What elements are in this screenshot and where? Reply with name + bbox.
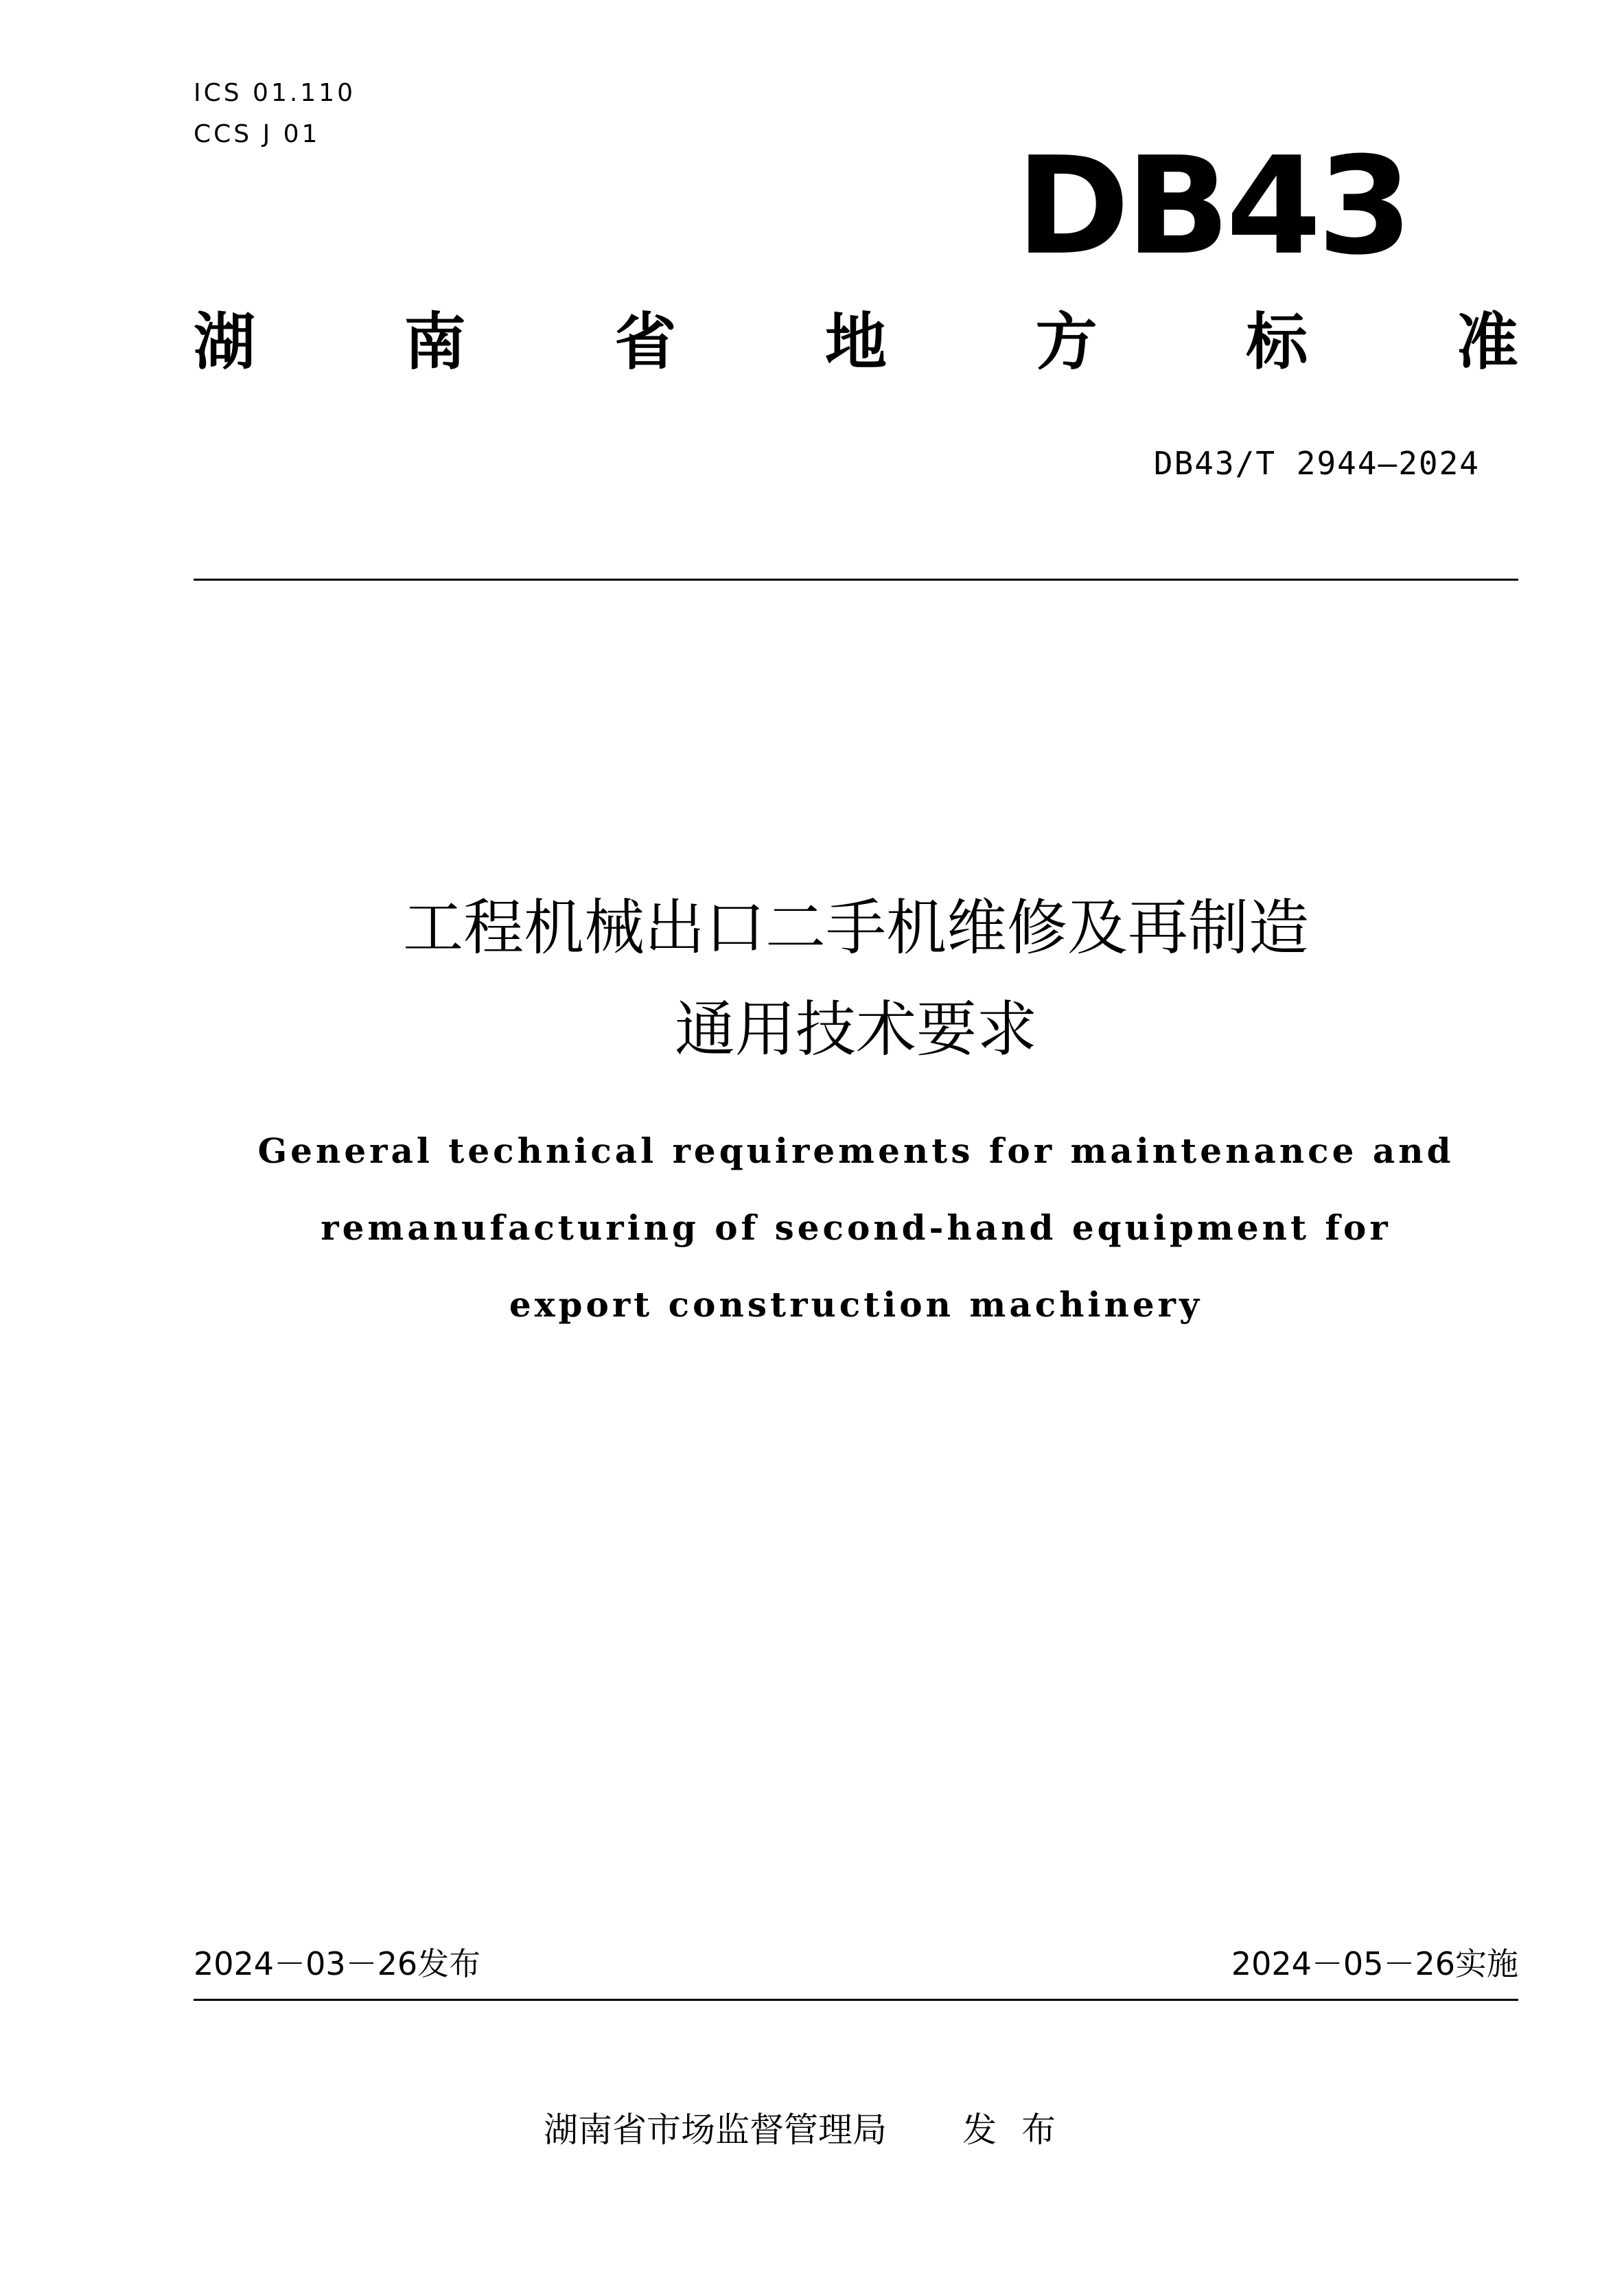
english-title-line-3: export construction machinery bbox=[509, 1284, 1203, 1325]
standard-type-char: 准 bbox=[1456, 306, 1518, 378]
top-divider bbox=[194, 579, 1518, 581]
db43-logo: DB43 bbox=[1016, 128, 1409, 285]
publisher-line bbox=[0, 2110, 1624, 2150]
issue-date: 2024－03－26发布 bbox=[194, 1945, 481, 1982]
standard-type-char: 省 bbox=[614, 306, 677, 378]
standard-type-char: 湖 bbox=[194, 306, 255, 378]
publisher-name: 湖南省市场监督管理局 bbox=[544, 2110, 887, 2150]
standard-type-char: 南 bbox=[404, 306, 466, 378]
implementation-date: 2024－05－26实施 bbox=[1231, 1945, 1518, 1982]
ccs-code: CCS J 01 bbox=[194, 120, 321, 148]
standard-type-char: 标 bbox=[1246, 306, 1308, 378]
standard-type-char: 方 bbox=[1035, 306, 1098, 378]
bottom-divider bbox=[194, 1999, 1518, 2001]
chinese-title-line-1: 工程机械出口二手机维修及再制造 bbox=[402, 892, 1309, 963]
english-title-line-1: General technical requirements for maintenance and bbox=[257, 1130, 1454, 1171]
standard-type-title bbox=[194, 306, 1518, 378]
standard-number: DB43/T 2944—2024 bbox=[1153, 445, 1480, 482]
standard-type-char: 地 bbox=[824, 306, 887, 378]
chinese-title-line-2: 通用技术要求 bbox=[674, 994, 1037, 1065]
english-title-line-2: remanufacturing of second-hand equipment for bbox=[321, 1207, 1391, 1248]
publisher-action: 发布 bbox=[962, 2110, 1080, 2150]
ics-code: ICS 01.110 bbox=[194, 79, 356, 107]
